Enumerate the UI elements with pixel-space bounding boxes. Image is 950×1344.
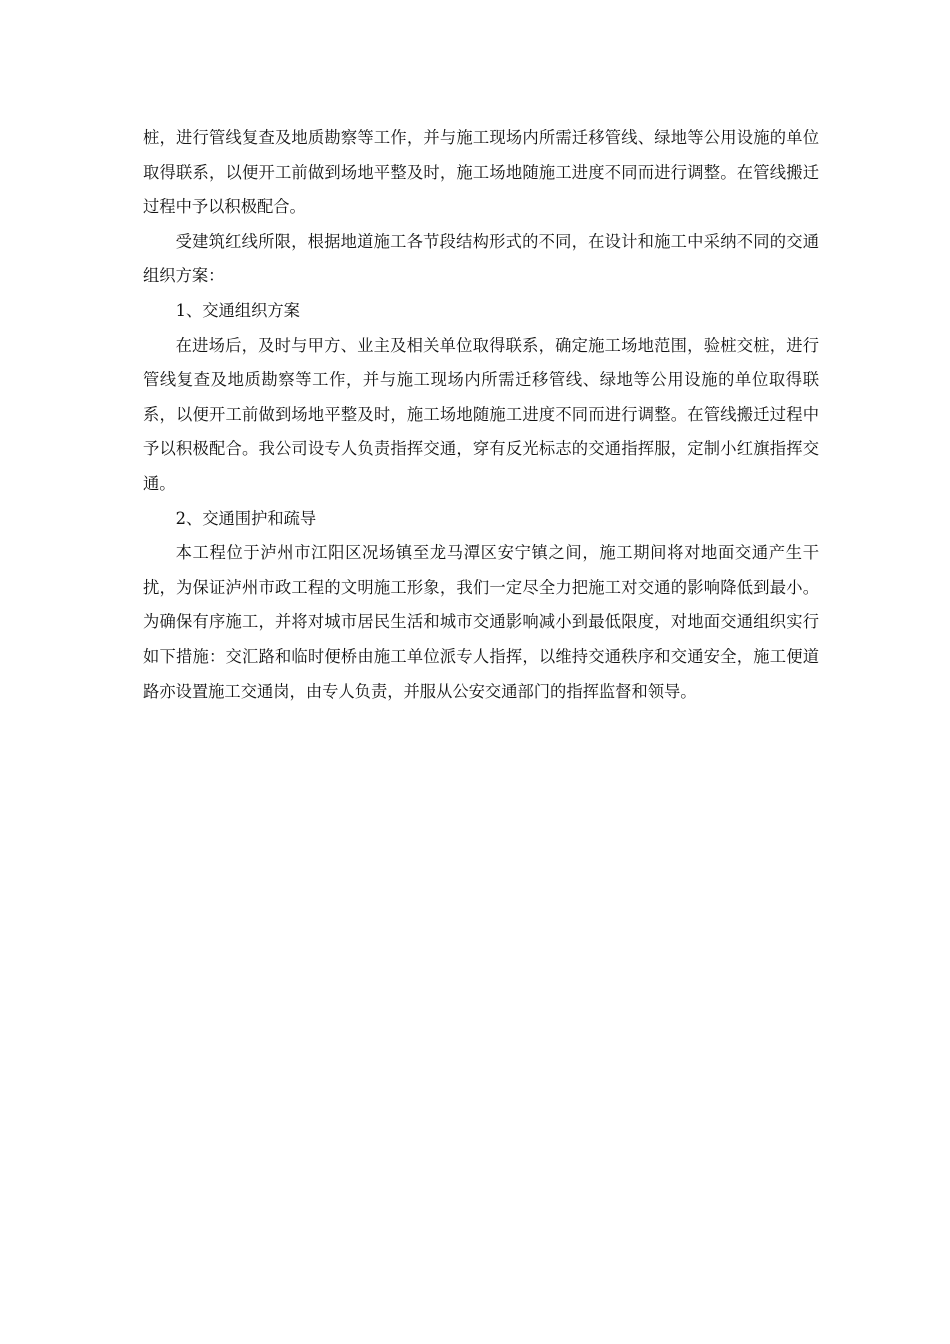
paragraph-traffic-plan: 在进场后，及时与甲方、业主及相关单位取得联系，确定施工场地范围，验桩交桩，进行管线复查及地质勘察等工作，并与施工现场内所需迁移管线、绿地等公用设施的单位取得联系，以便开工前做到场地平整及时，施工场地随施工进度不同而进行调整。在管线搬迁过程中予以积极配合。我公司设专人负责指挥交通，穿有反光标志的交通指挥服，定制小红旗指挥交通。 <box>143 335 819 493</box>
paragraph-intro: 受建筑红线所限，根据地道施工各节段结构形式的不同，在设计和施工中采纳不同的交通组织方案： <box>143 231 819 286</box>
section-heading-traffic-plan: 1、交通组织方案 <box>175 300 300 320</box>
document-body <box>143 121 819 709</box>
paragraph-traffic-guidance: 本工程位于泸州市江阳区况场镇至龙马潭区安宁镇之间，施工期间将对地面交通产生干扰，为保证泸州市政工程的文明施工形象，我们一定尽全力把施工对交通的影响降低到最小。为确保有序施工，并将对城市居民生活和城市交通影响减小到最低限度，对地面交通组织实行如下措施：交汇路和临时便桥由施工单位派专人指挥，以维持交通秩序和交通安全，施工便道路亦设置施工交通岗，由专人负责，并服从公安交通部门的指挥监督和领导。 <box>143 543 819 701</box>
section-heading-traffic-guidance: 2、交通围护和疏导 <box>175 508 317 528</box>
paragraph-continued: 桩，进行管线复查及地质勘察等工作，并与施工现场内所需迁移管线、绿地等公用设施的单位取得联系，以便开工前做到场地平整及时，施工场地随施工进度不同而进行调整。在管线搬迁过程中予以积极配合。 <box>143 128 819 217</box>
